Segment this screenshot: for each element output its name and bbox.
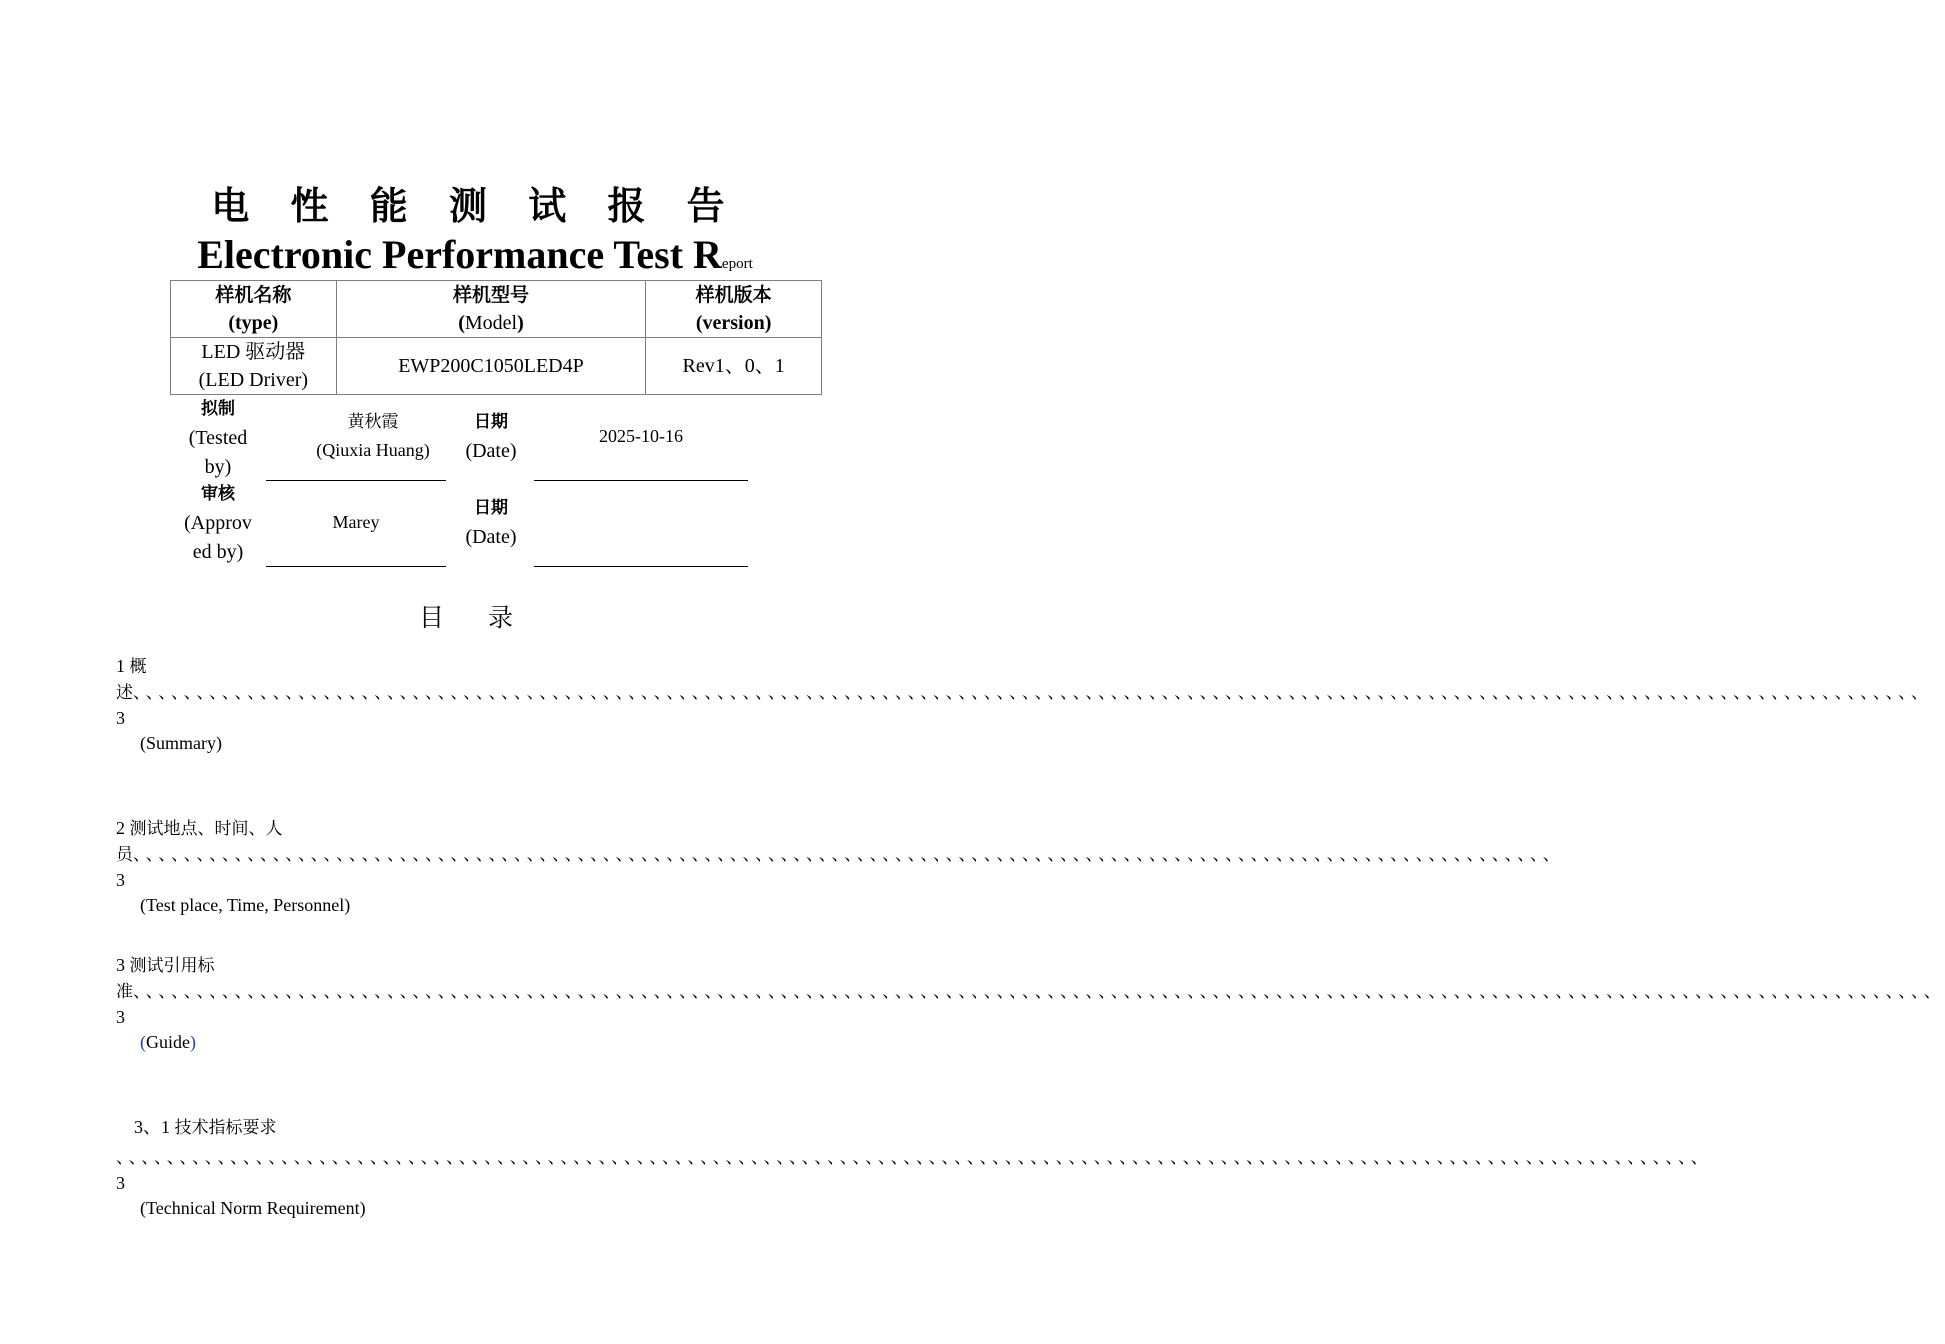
- approved-by-label-en-2: ed by): [192, 541, 244, 563]
- tested-by-label-en-2: by): [204, 456, 232, 478]
- toc-entry-1-title-en: (Summary): [140, 733, 222, 753]
- tested-date-label-en: Date: [472, 440, 510, 462]
- toc-entry-3-1-title-en: (Technical Norm Requirement): [140, 1198, 366, 1218]
- toc-entry-3-dots: 、、、、、、、、、、、、、、、、、、、、、、、、、、、、、、、、、、、、、、、、、、、、、、、、、、、、、、、、、、、、、、、、、、、、、、、、、、、、、、、、、、、、、、、、、、、、、、、、、、、、、、、、、、、、、、、、、、、、、、、、、、、、、、、、、、、、、、、、、、、、、、: [133, 982, 1945, 1002]
- toc-entry-3-1-page: 3: [116, 1173, 125, 1193]
- header-version-cn: 样机版本: [695, 284, 772, 306]
- toc-entry-2-heading: [116, 816, 856, 842]
- tested-date-value: 2025-10-16: [599, 426, 683, 446]
- approved-date-label-en-wrap: (Date): [465, 526, 517, 548]
- toc-entry-2[interactable]: [116, 816, 1564, 918]
- tested-by-name-cn: 黄秋霞: [347, 412, 399, 432]
- tested-date-label: [446, 408, 536, 466]
- sample-info-table: [170, 280, 822, 395]
- value-type: [171, 338, 337, 395]
- toc-entry-3-heading: [116, 953, 856, 979]
- approved-date-label: [446, 494, 536, 552]
- report-title-en-small: eport: [721, 256, 753, 272]
- header-type-en: (type): [228, 312, 279, 334]
- header-version-en: (version): [695, 312, 772, 334]
- toc-entry-3-num: 3: [116, 955, 125, 975]
- tested-by-label: [172, 395, 264, 482]
- toc-entry-3[interactable]: [116, 953, 1945, 1055]
- tested-by-label-en-1: (Tested: [188, 427, 248, 449]
- toc-entry-3-title-cn-2: 准: [116, 982, 133, 1002]
- approved-by-name: Marey: [332, 512, 380, 532]
- toc-entry-2-leader: [116, 842, 1564, 893]
- info-value-row: [171, 338, 822, 395]
- header-type-cn: 样机名称: [215, 284, 292, 306]
- value-type-cn: LED 驱动器: [201, 341, 306, 363]
- toc-entry-2-title-cn-2: 员: [116, 845, 133, 865]
- tested-date-label-cn: 日期: [474, 412, 508, 432]
- toc-entry-3-1-num: 3、1: [134, 1117, 170, 1137]
- toc-entry-3-title-en-wrap: (Guide): [140, 1032, 196, 1052]
- header-model: [336, 281, 646, 338]
- toc-entry-3-1-heading: [116, 1115, 856, 1141]
- approved-by-label-en-1: (Approv: [184, 512, 252, 534]
- value-version: Rev1、0、1: [646, 338, 822, 395]
- value-model: EWP200C1050LED4P: [336, 338, 646, 395]
- toc-entry-3-title-en: Guide: [146, 1032, 190, 1052]
- toc-entry-2-num: 2: [116, 818, 125, 838]
- tested-date-line: [534, 480, 748, 481]
- approved-date-line: [534, 566, 748, 567]
- approved-date-label-cn: 日期: [474, 498, 508, 518]
- toc-entry-1-title-cn: 概: [129, 657, 147, 677]
- header-version: [646, 281, 822, 338]
- toc-entry-3-title-cn: 测试引用标: [129, 956, 215, 976]
- approved-by-label: [172, 480, 264, 567]
- info-header-row: [171, 281, 822, 338]
- tested-date-label-en-wrap: (Date): [465, 440, 517, 462]
- toc-entry-2-title-cn: 测试地点、时间、人: [129, 819, 283, 839]
- report-title-en-main: Electronic Performance Test R: [197, 232, 722, 277]
- tested-by-name-en: (Qiuxia Huang): [316, 440, 430, 460]
- approved-by-signature-line: [266, 566, 446, 567]
- header-type: [171, 281, 337, 338]
- header-model-en-wrap: (Model): [458, 312, 524, 334]
- header-model-cn: 样机型号: [452, 284, 529, 306]
- toc-entry-1-dots: 、、、、、、、、、、、、、、、、、、、、、、、、、、、、、、、、、、、、、、、、、、、、、、、、、、、、、、、、、、、、、、、、、、、、、、、、、、、、、、、、、、、、、、、、、、、、、、、、、、、、、、、、、、、、、、、、、、、、、、、、、、、、、、、、、、、、、、、、、、、、、: [133, 683, 1933, 703]
- toc-title: 目 录: [419, 603, 531, 632]
- toc-entry-3-page: 3: [116, 1007, 125, 1027]
- toc-entry-2-title-en: (Test place, Time, Personnel): [140, 895, 351, 915]
- toc-entry-1[interactable]: [116, 654, 1933, 756]
- toc-entry-1-leader: [116, 680, 1933, 731]
- header-model-en: Model: [464, 312, 518, 334]
- toc-entry-3-1-dots: 、、、、、、、、、、、、、、、、、、、、、、、、、、、、、、、、、、、、、、、、、、、、、、、、、、、、、、、、、、、、、、、、、、、、、、、、、、、、、、、、、、、、、、、、、、、、、、、、、、、、、、、、、、、、、、、、、、、、、、、、、、、、、: [116, 1148, 1712, 1168]
- toc-entry-2-page: 3: [116, 870, 125, 890]
- toc-entry-3-1-title-cn: 技术指标要求: [174, 1118, 277, 1138]
- toc-entry-2-dots: 、、、、、、、、、、、、、、、、、、、、、、、、、、、、、、、、、、、、、、、、、、、、、、、、、、、、、、、、、、、、、、、、、、、、、、、、、、、、、、、、、、、、、、、、、、、、、、、、、、、、、、、、、、、、、、、、: [133, 845, 1564, 865]
- approved-date-label-en: Date: [472, 526, 510, 548]
- tested-by-signature-line: [266, 480, 446, 481]
- report-title-cn: 电 性 能 测 试 报 告: [211, 184, 739, 228]
- toc-entry-1-heading: [116, 654, 856, 680]
- toc-entry-3-leader: [116, 979, 1945, 1030]
- toc-entry-1-page: 3: [116, 708, 125, 728]
- toc-entry-3-1-leader: [116, 1145, 1712, 1196]
- approved-by-label-cn: 审核: [201, 484, 235, 504]
- toc-entry-1-num: 1: [116, 656, 125, 676]
- tested-by-label-cn: 拟制: [201, 399, 235, 419]
- value-type-en: (LED Driver): [198, 369, 309, 391]
- toc-entry-1-title-cn-2: 述: [116, 683, 133, 703]
- toc-entry-3-1[interactable]: [116, 1115, 1712, 1221]
